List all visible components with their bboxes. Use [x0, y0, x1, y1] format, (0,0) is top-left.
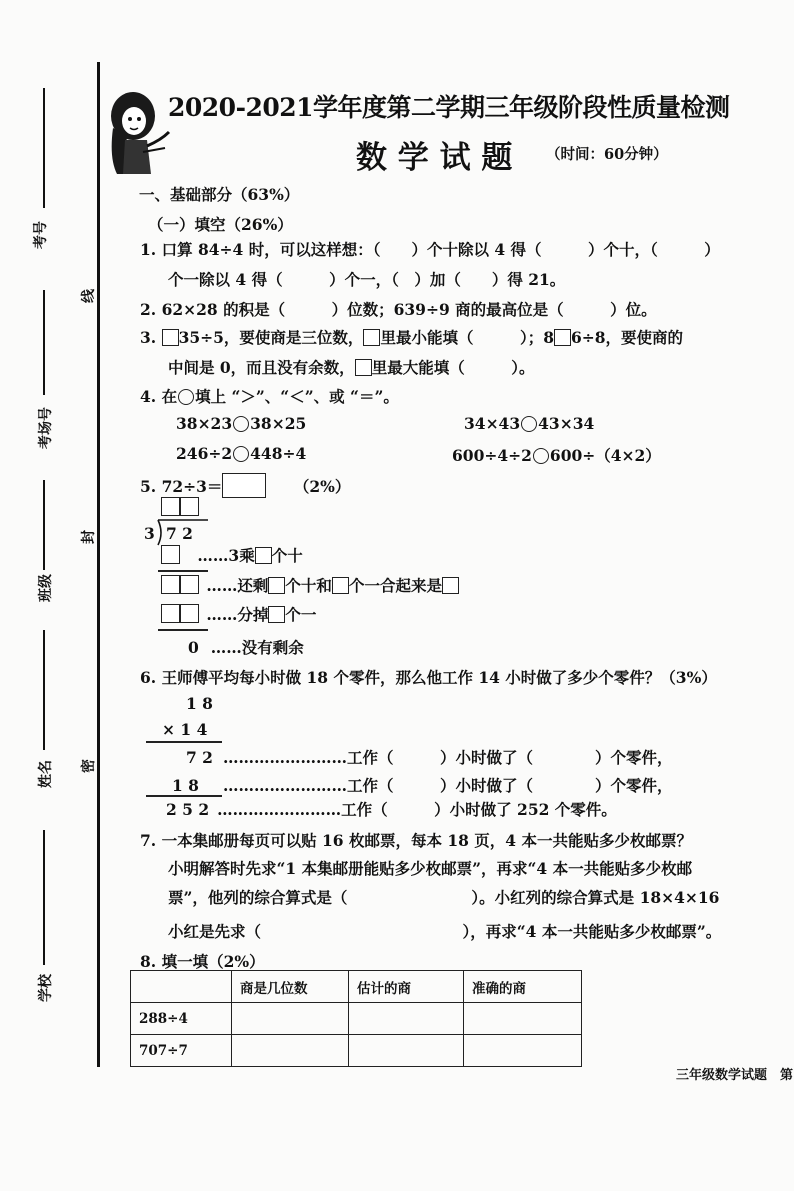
blank-line-class — [43, 480, 45, 570]
label-class: 班级 — [38, 574, 54, 602]
q5-step4-text: ……没有剩余 — [210, 638, 304, 657]
q6-partial-2 — [172, 774, 672, 796]
q6-partial-2-value: 1 8 — [172, 776, 199, 795]
q4-e3-left: 246÷2 — [176, 444, 233, 463]
section-heading: 一、基础部分（63%） — [139, 185, 300, 204]
q5-step1 — [161, 544, 303, 566]
q4-circle-example — [178, 389, 194, 405]
q5-step1-a: ……3乘 — [197, 546, 255, 565]
q4-circle-4[interactable] — [533, 448, 549, 464]
q5-step2-box-1[interactable] — [161, 575, 180, 594]
q7-line3: 票”，他列的综合算式是（ ）。小红列的综合算式是 18×4×16 — [168, 888, 720, 907]
q5-line — [140, 473, 350, 498]
q6-work-2: 工作（ ）小时做了（ ）个零件， — [346, 776, 673, 795]
q5-step2-c: 个一合起来是 — [348, 576, 442, 595]
q5-zero: 0 — [188, 638, 199, 657]
q6-multiplicand: 1 8 — [186, 694, 213, 713]
q5-answer-box[interactable] — [222, 473, 266, 498]
binding-line — [97, 62, 100, 1067]
label-school: 学校 — [38, 974, 54, 1002]
q3-box-4[interactable] — [355, 359, 372, 376]
q5-step2-total-box[interactable] — [442, 577, 459, 594]
q4-e1-left: 38×23 — [176, 414, 233, 433]
q5-percent: （2%） — [293, 477, 351, 496]
q4-e4-left: 600÷4÷2 — [452, 446, 532, 465]
q5-step3-ones-box[interactable] — [268, 606, 285, 623]
q5-step2-ones-box[interactable] — [332, 577, 349, 594]
label-exam-number: 考号 — [33, 221, 49, 249]
q3-box-3[interactable] — [554, 329, 571, 346]
q5-step4 — [188, 636, 304, 658]
q5-quotient — [161, 497, 199, 517]
q8-header-cell: 准确的商 — [464, 971, 582, 1003]
q5-step2-a: ……还剩 — [206, 576, 269, 595]
q2-text: 2. 62×28 的积是（ ）位数；639÷9 商的最高位是（ ）位。 — [140, 300, 657, 319]
blank-line-exam-no — [43, 88, 45, 208]
q7-line1: 7. 一本集邮册每页可以贴 16 枚邮票，每本 18 页，4 本一共能贴多少枚邮票？ — [140, 831, 692, 850]
label-exam-room: 考场号 — [38, 407, 54, 449]
q6-line-1 — [146, 741, 222, 743]
q4-e2-left: 34×43 — [464, 414, 521, 433]
cut-mark-line: 线 — [81, 289, 97, 303]
q8-table — [130, 970, 582, 1067]
label-name: 姓名 — [38, 760, 54, 788]
q4-e3-right: 448÷4 — [250, 444, 307, 463]
exam-subtitle: 数 学 试 题 — [356, 140, 513, 176]
q5-line-1 — [158, 570, 208, 572]
q3-box-2[interactable] — [363, 329, 380, 346]
q5-dividend: 7 2 — [166, 524, 193, 543]
q8-answer-cell[interactable] — [349, 1003, 464, 1035]
q7-line2: 小明解答时先求“1 本集邮册能贴多少枚邮票”，再求“4 本一共能贴多少枚邮 — [168, 859, 693, 878]
q4-circle-1[interactable] — [233, 416, 249, 432]
q8-row-label: 288÷4 — [131, 1003, 232, 1035]
q5-step3-box-2[interactable] — [180, 604, 199, 623]
q5-divisor: 3 — [144, 524, 155, 543]
q5-line-2 — [158, 629, 208, 631]
q5-quotient-box-1[interactable] — [161, 497, 180, 516]
exam-time-note: （时间：60分钟） — [546, 146, 668, 163]
q6-dots-3: …………………… — [217, 800, 342, 819]
table-row — [131, 1003, 582, 1035]
q3-text-b: 35÷5，要使商是三位数， — [178, 328, 364, 347]
q3-text-l2b: 里最大能填（ ）。 — [371, 358, 535, 377]
q4-expr-4 — [452, 444, 661, 466]
q5-step2-tens-box[interactable] — [268, 577, 285, 594]
q8-header-cell: 估计的商 — [349, 971, 464, 1003]
q5-step1-b: 个十 — [271, 546, 303, 565]
q4-expr-3 — [176, 444, 306, 463]
q3-box-1[interactable] — [162, 329, 179, 346]
q8-header-row — [131, 971, 582, 1003]
q8-title: 8. 填一填（2%） — [140, 952, 265, 971]
q3-line2 — [168, 356, 534, 378]
q8-row-label: 707÷7 — [131, 1035, 232, 1067]
q6-partial-1 — [186, 746, 672, 768]
q8-answer-cell[interactable] — [349, 1035, 464, 1067]
cartoon-girl-logo — [103, 88, 173, 180]
q8-answer-cell[interactable] — [232, 1035, 349, 1067]
q8-answer-cell[interactable] — [464, 1003, 582, 1035]
q8-answer-cell[interactable] — [232, 1003, 349, 1035]
q5-text: 5. 72÷3＝ — [140, 477, 223, 496]
q4-e2-right: 43×34 — [538, 414, 595, 433]
q4-circle-2[interactable] — [521, 416, 537, 432]
q4-text-a: 4. 在 — [140, 387, 178, 406]
table-row — [131, 1035, 582, 1067]
page-footer: 三年级数学试题 第 — [676, 1068, 794, 1083]
q5-quotient-box-2[interactable] — [180, 497, 199, 516]
q4-circle-3[interactable] — [233, 446, 249, 462]
q4-expr-1 — [176, 414, 306, 433]
subsection-heading: （一）填空（26%） — [148, 215, 293, 234]
q5-step2-box-2[interactable] — [180, 575, 199, 594]
q6-product-value: 2 5 2 — [166, 800, 210, 819]
q4-instruction — [140, 385, 399, 407]
q4-expr-2 — [464, 414, 594, 433]
q5-step3-box-1[interactable] — [161, 604, 180, 623]
q5-step1-tens-box[interactable] — [255, 547, 272, 564]
q5-step1-box[interactable] — [161, 545, 180, 564]
q6-partial-1-value: 7 2 — [186, 748, 213, 767]
q6-multiplier: × 1 4 — [162, 720, 208, 739]
q5-step2-b: 个十和 — [285, 576, 332, 595]
q3-text-d: 6÷8，要使商的 — [570, 328, 684, 347]
q6-work-3: 工作（ ）小时做了 252 个零件。 — [341, 800, 617, 819]
q5-step3-a: ……分掉 — [206, 605, 269, 624]
q6-product — [166, 798, 617, 820]
q1-line2: 个一除以 4 得（ ）个一，（ ）加（ ）得 21。 — [168, 270, 566, 289]
q4-e4-right: 600÷（4×2） — [549, 446, 661, 465]
q8-header-cell — [131, 971, 232, 1003]
q3-text-l2a: 中间是 0，而且没有余数， — [168, 358, 355, 377]
q6-dots-2: …………………… — [222, 776, 347, 795]
q6-line-2 — [146, 795, 222, 797]
blank-line-name — [43, 630, 45, 750]
exam-title: 2020-2021学年度第二学期三年级阶段性质量检测 — [168, 93, 730, 122]
blank-line-school — [43, 830, 45, 965]
q5-step2 — [161, 574, 459, 596]
q3-line1 — [140, 326, 683, 348]
q7-line4: 小红是先求（ ），再求“4 本一共能贴多少枚邮票”。 — [168, 922, 722, 941]
q3-text-c: 里最小能填（ ）；8 — [380, 328, 554, 347]
q1-line1: 1. 口算 84÷4 时，可以这样想：（ ）个十除以 4 得（ ）个十，（ ） — [140, 240, 720, 259]
blank-line-room-no — [43, 290, 45, 395]
q8-header-cell: 商是几位数 — [232, 971, 349, 1003]
cut-mark-seal: 封 — [81, 530, 97, 544]
q6-text: 6. 王师傅平均每小时做 18 个零件，那么他工作 14 小时做了多少个零件？（3%） — [140, 668, 717, 687]
q3-number: 3. — [140, 328, 157, 347]
q5-step3-b: 个一 — [285, 605, 317, 624]
q8-answer-cell[interactable] — [464, 1035, 582, 1067]
cut-mark-secret: 密 — [81, 759, 97, 773]
q4-text-b: 填上 “＞”、“＜”、或 “＝”。 — [195, 387, 399, 406]
q6-dots-1: …………………… — [222, 748, 347, 767]
q6-work-1: 工作（ ）小时做了（ ）个零件， — [346, 748, 673, 767]
q5-step3 — [161, 603, 316, 625]
q4-e1-right: 38×25 — [250, 414, 307, 433]
